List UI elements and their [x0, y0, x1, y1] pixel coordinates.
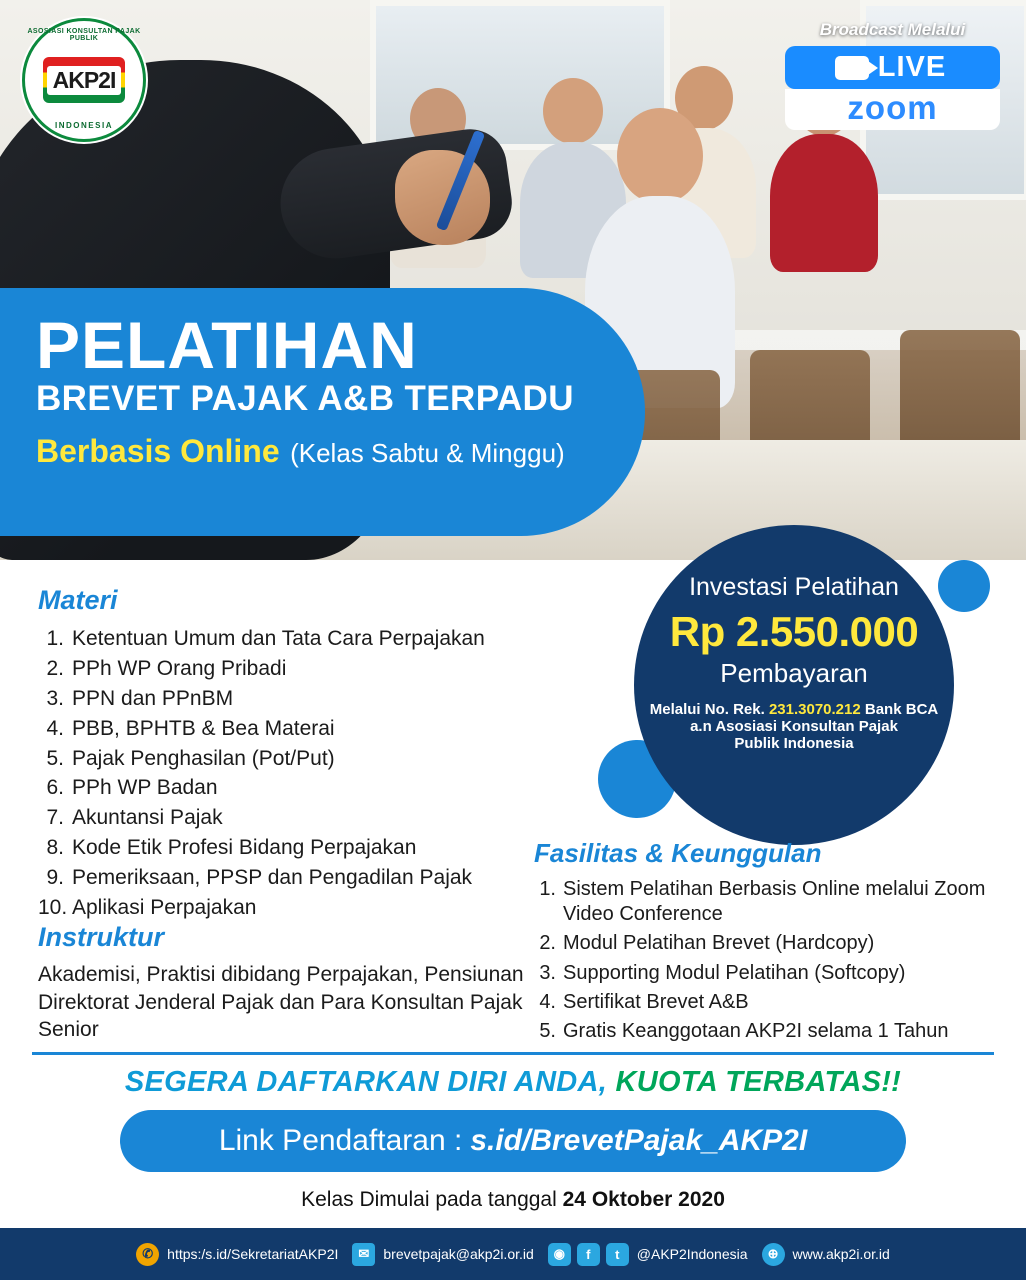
video-camera-icon [835, 56, 869, 80]
item-text: Pemeriksaan, PPSP dan Pengadilan Pajak [72, 866, 473, 889]
item-text: Sertifikat Brevet A&B [563, 990, 749, 1013]
facebook-icon[interactable]: f [577, 1243, 600, 1266]
item-number: 3. [46, 686, 64, 710]
page-title: PELATIHAN [36, 308, 418, 382]
list-item [38, 626, 558, 653]
account-name-line-2: Publik Indonesia [734, 735, 854, 752]
list-item [38, 686, 558, 713]
item-text: Sistem Pelatihan Berbasis Online melalui Zoom Video Conference [563, 878, 986, 926]
item-text: Ketentuan Umum dan Tata Cara Perpajakan [72, 627, 485, 650]
bank-line-suffix: Bank BCA [860, 701, 939, 718]
list-item [534, 1019, 1004, 1044]
logo-ring-top-text: ASOSIASI KONSULTAN PAJAK PUBLIK [27, 28, 141, 42]
item-text: Supporting Modul Pelatihan (Softcopy) [563, 961, 906, 984]
live-pill [785, 46, 1000, 89]
item-text: PPN dan PPnBM [72, 686, 234, 710]
list-item [38, 656, 558, 683]
item-number: 10. [38, 895, 68, 919]
divider [32, 1052, 994, 1055]
item-number: 1. [46, 627, 64, 650]
cta-text [0, 1066, 1026, 1099]
item-text: PPh WP Orang Pribadi [72, 656, 287, 680]
item-text: PPh WP Badan [72, 776, 218, 800]
bank-line-prefix: Melalui No. Rek. [649, 701, 769, 718]
student-head [543, 78, 603, 144]
list-item [38, 775, 558, 802]
item-text: Aplikasi Perpajakan [72, 895, 257, 919]
twitter-icon[interactable]: t [606, 1243, 629, 1266]
item-number: 8. [46, 836, 64, 860]
item-text: Akuntansi Pajak [72, 806, 223, 830]
footer-website-short[interactable] [136, 1243, 338, 1266]
materi-list [38, 626, 558, 922]
instruktur-title: Instruktur [38, 922, 165, 952]
materi-section [38, 585, 558, 925]
registration-link-bar[interactable] [120, 1110, 906, 1172]
list-item [38, 716, 558, 743]
list-item [38, 835, 558, 862]
instagram-icon[interactable]: ◉ [548, 1243, 571, 1266]
start-date-value: 24 Oktober 2020 [562, 1188, 725, 1211]
student-body [770, 134, 878, 272]
start-date-line [0, 1188, 1026, 1212]
start-date-prefix: Kelas Dimulai pada tanggal [301, 1188, 557, 1211]
footer-email-text: brevetpajak@akp2i.or.id [383, 1246, 534, 1262]
registration-url[interactable]: s.id/BrevetPajak_AKP2I [470, 1124, 808, 1157]
item-text: PBB, BPHTB & Bea Materai [72, 716, 335, 740]
list-item [534, 931, 1004, 956]
headline-schedule-label: (Kelas Sabtu & Minggu) [290, 437, 565, 468]
list-item [38, 865, 558, 892]
list-item [534, 877, 1004, 927]
fasilitas-title: Fasilitas & Keunggulan [534, 838, 822, 868]
broadcast-badge [785, 20, 1000, 130]
headline-panel [0, 288, 645, 536]
item-text: Gratis Keanggotaan AKP2I selama 1 Tahun [563, 1019, 949, 1042]
item-number: 1. [539, 878, 556, 900]
item-number: 7. [46, 806, 64, 830]
globe-icon: ⊕ [762, 1243, 785, 1266]
mail-icon: ✉ [352, 1243, 375, 1266]
price-circle [634, 525, 954, 845]
materi-title: Materi [38, 585, 118, 615]
student-head [617, 108, 703, 204]
logo-shield-icon [43, 57, 125, 103]
instructor-hand [395, 150, 490, 245]
item-text: Kode Etik Profesi Bidang Perpajakan [72, 836, 417, 860]
item-number: 2. [539, 932, 556, 955]
cta-text-part-1: SEGERA DAFTARKAN DIRI ANDA, [124, 1066, 608, 1098]
headline-third-line [36, 433, 605, 470]
whatsapp-icon: ✆ [136, 1243, 159, 1266]
logo-name: AKP2I [47, 66, 122, 95]
footer-social[interactable] [548, 1243, 748, 1266]
broadcast-label: Broadcast Melalui [819, 20, 966, 39]
account-name-line-1: a.n Asosiasi Konsultan Pajak [690, 718, 898, 735]
list-item [38, 895, 558, 922]
cta-text-part-2: KUOTA TERBATAS!! [615, 1066, 902, 1098]
footer-website-short-text: https:/s.id/SekretariatAKP2I [167, 1246, 339, 1262]
item-text: Pajak Penghasilan (Pot/Put) [72, 746, 335, 770]
live-label: LIVE [877, 51, 947, 83]
payment-label: Pembayaran [720, 658, 868, 688]
footer-social-handle: @AKP2Indonesia [636, 1246, 748, 1262]
list-item [534, 961, 1004, 986]
social-icon-group [548, 1243, 629, 1266]
fasilitas-section [534, 838, 1004, 1048]
item-number: 2. [46, 656, 64, 680]
zoom-label: zoom [785, 89, 1000, 130]
fasilitas-list [534, 877, 1004, 1044]
footer-website[interactable] [762, 1243, 890, 1266]
footer-bar [0, 1228, 1026, 1280]
bank-account-number: 231.3070.212 [768, 701, 861, 718]
item-number: 4. [539, 990, 556, 1013]
instruktur-section [38, 922, 538, 1044]
bank-account-line [634, 701, 954, 718]
list-item [38, 805, 558, 832]
list-item [38, 746, 558, 773]
price-label: Investasi Pelatihan [689, 573, 899, 601]
list-item [534, 990, 1004, 1015]
price-amount: Rp 2.550.000 [669, 608, 919, 655]
item-number: 5. [46, 746, 64, 770]
item-number: 4. [46, 716, 64, 740]
footer-email[interactable] [352, 1243, 533, 1266]
headline-online-label: Berbasis Online [36, 432, 280, 469]
item-text: Modul Pelatihan Brevet (Hardcopy) [563, 932, 875, 955]
headline-subtitle: BREVET PAJAK A&B TERPADU [36, 378, 574, 418]
footer-website-text: www.akp2i.or.id [792, 1246, 890, 1262]
registration-label: Link Pendaftaran : [218, 1124, 463, 1157]
akp2i-logo [22, 18, 146, 142]
instruktur-text: Akademisi, Praktisi dibidang Perpajakan, Pensiunan Direktorat Jenderal Pajak dan Para Konsultan Pajak Senior [38, 963, 524, 1042]
item-number: 3. [539, 961, 556, 984]
item-number: 5. [539, 1019, 556, 1042]
item-number: 6. [46, 776, 64, 800]
logo-ring-bottom-text: INDONESIA [55, 121, 113, 130]
item-number: 9. [46, 866, 64, 889]
